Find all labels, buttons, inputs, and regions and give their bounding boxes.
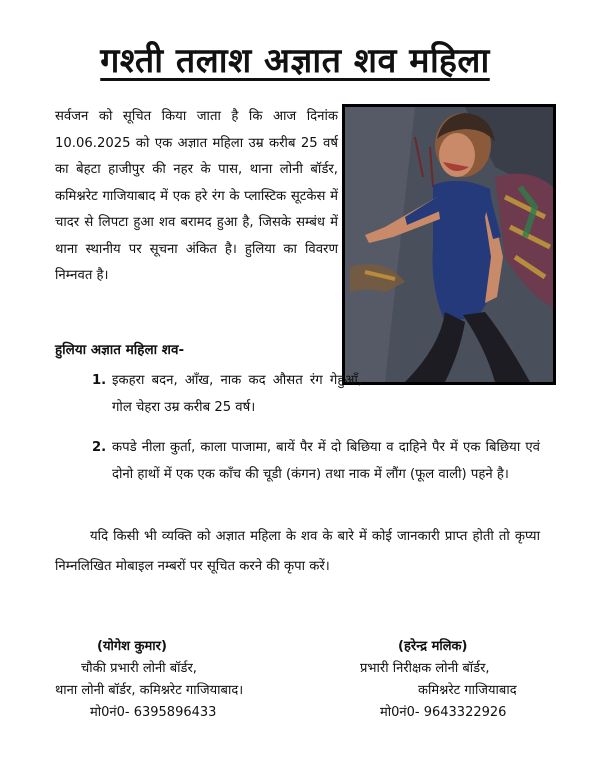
signatory-name: (हरेन्द्र मलिक) — [398, 639, 468, 654]
description-item-text: कपडे नीला कुर्ता, काला पाजामा, बायें पैर में दो बिछिया व दाहिने पैर में एक बिछिया एवं दोनो हाथों में एक एक काँच की चूडी (कंगन) तथा नाक में लौंग (फूल वाली) पहने है। — [112, 440, 540, 482]
description-item-number: 1. — [92, 373, 107, 388]
signatory-mobile: मो0नं0- 6395896433 — [90, 705, 217, 720]
signatory-post: प्रभारी निरीक्षक लोनी बॉर्डर, — [360, 661, 490, 676]
description-item-number: 2. — [92, 440, 107, 455]
description-heading: हुलिया अज्ञात महिला शव- — [55, 342, 185, 358]
signatory-mobile: मो0नं0- 9643322926 — [380, 705, 507, 720]
description-item — [92, 368, 362, 421]
description-item — [92, 435, 540, 488]
signatory-left — [55, 636, 285, 724]
signatory-right — [360, 636, 560, 724]
notice-title-text: गश्ती तलाश अज्ञात शव महिला — [100, 41, 490, 81]
signatory-name: (योगेश कुमार) — [97, 639, 167, 654]
deceased-photo — [342, 104, 556, 385]
description-item-text: इकहरा बदन, आँख, नाक कद औसत रंग गेहुआँ, गोल चेहरा उम्र करीब 25 वर्ष। — [112, 373, 362, 415]
signatory-location: कमिश्नरेट गाजियाबाद — [418, 683, 517, 698]
signatory-location: थाना लोनी बॉर्डर, कमिश्नरेट गाजियाबाद। — [55, 683, 244, 698]
appeal-paragraph: यदि किसी भी व्यक्ति को अज्ञात महिला के शव के बारे में कोई जानकारी प्राप्त होती तो कृप्या निम्नलिखित मोबाइल नम्बरों पर सूचित करने की कृपा करें। — [55, 529, 540, 574]
notice-title — [0, 36, 590, 82]
signatory-post: चौकी प्रभारी लोनी बॉर्डर, — [81, 661, 197, 676]
intro-paragraph: सर्वजन को सूचित किया जाता है कि आज दिनांक 10.06.2025 को एक अज्ञात महिला उम्र करीब 25 वर्ष का बेहटा हाजीपुर की नहर के पास, थाना लोनी बॉर्डर, कमिश्नरेट गाजियाबाद में एक हरे रंग के प्लास्टिक सूटकेस में चादर से लिपटा हुआ शव बरामद हुआ है, जिसके सम्बंध में थाना स्थानीय पर सूचना अंकित है। हुलिया का विवरण निम्नवत है। — [55, 109, 338, 283]
photo-illustration — [345, 107, 553, 382]
